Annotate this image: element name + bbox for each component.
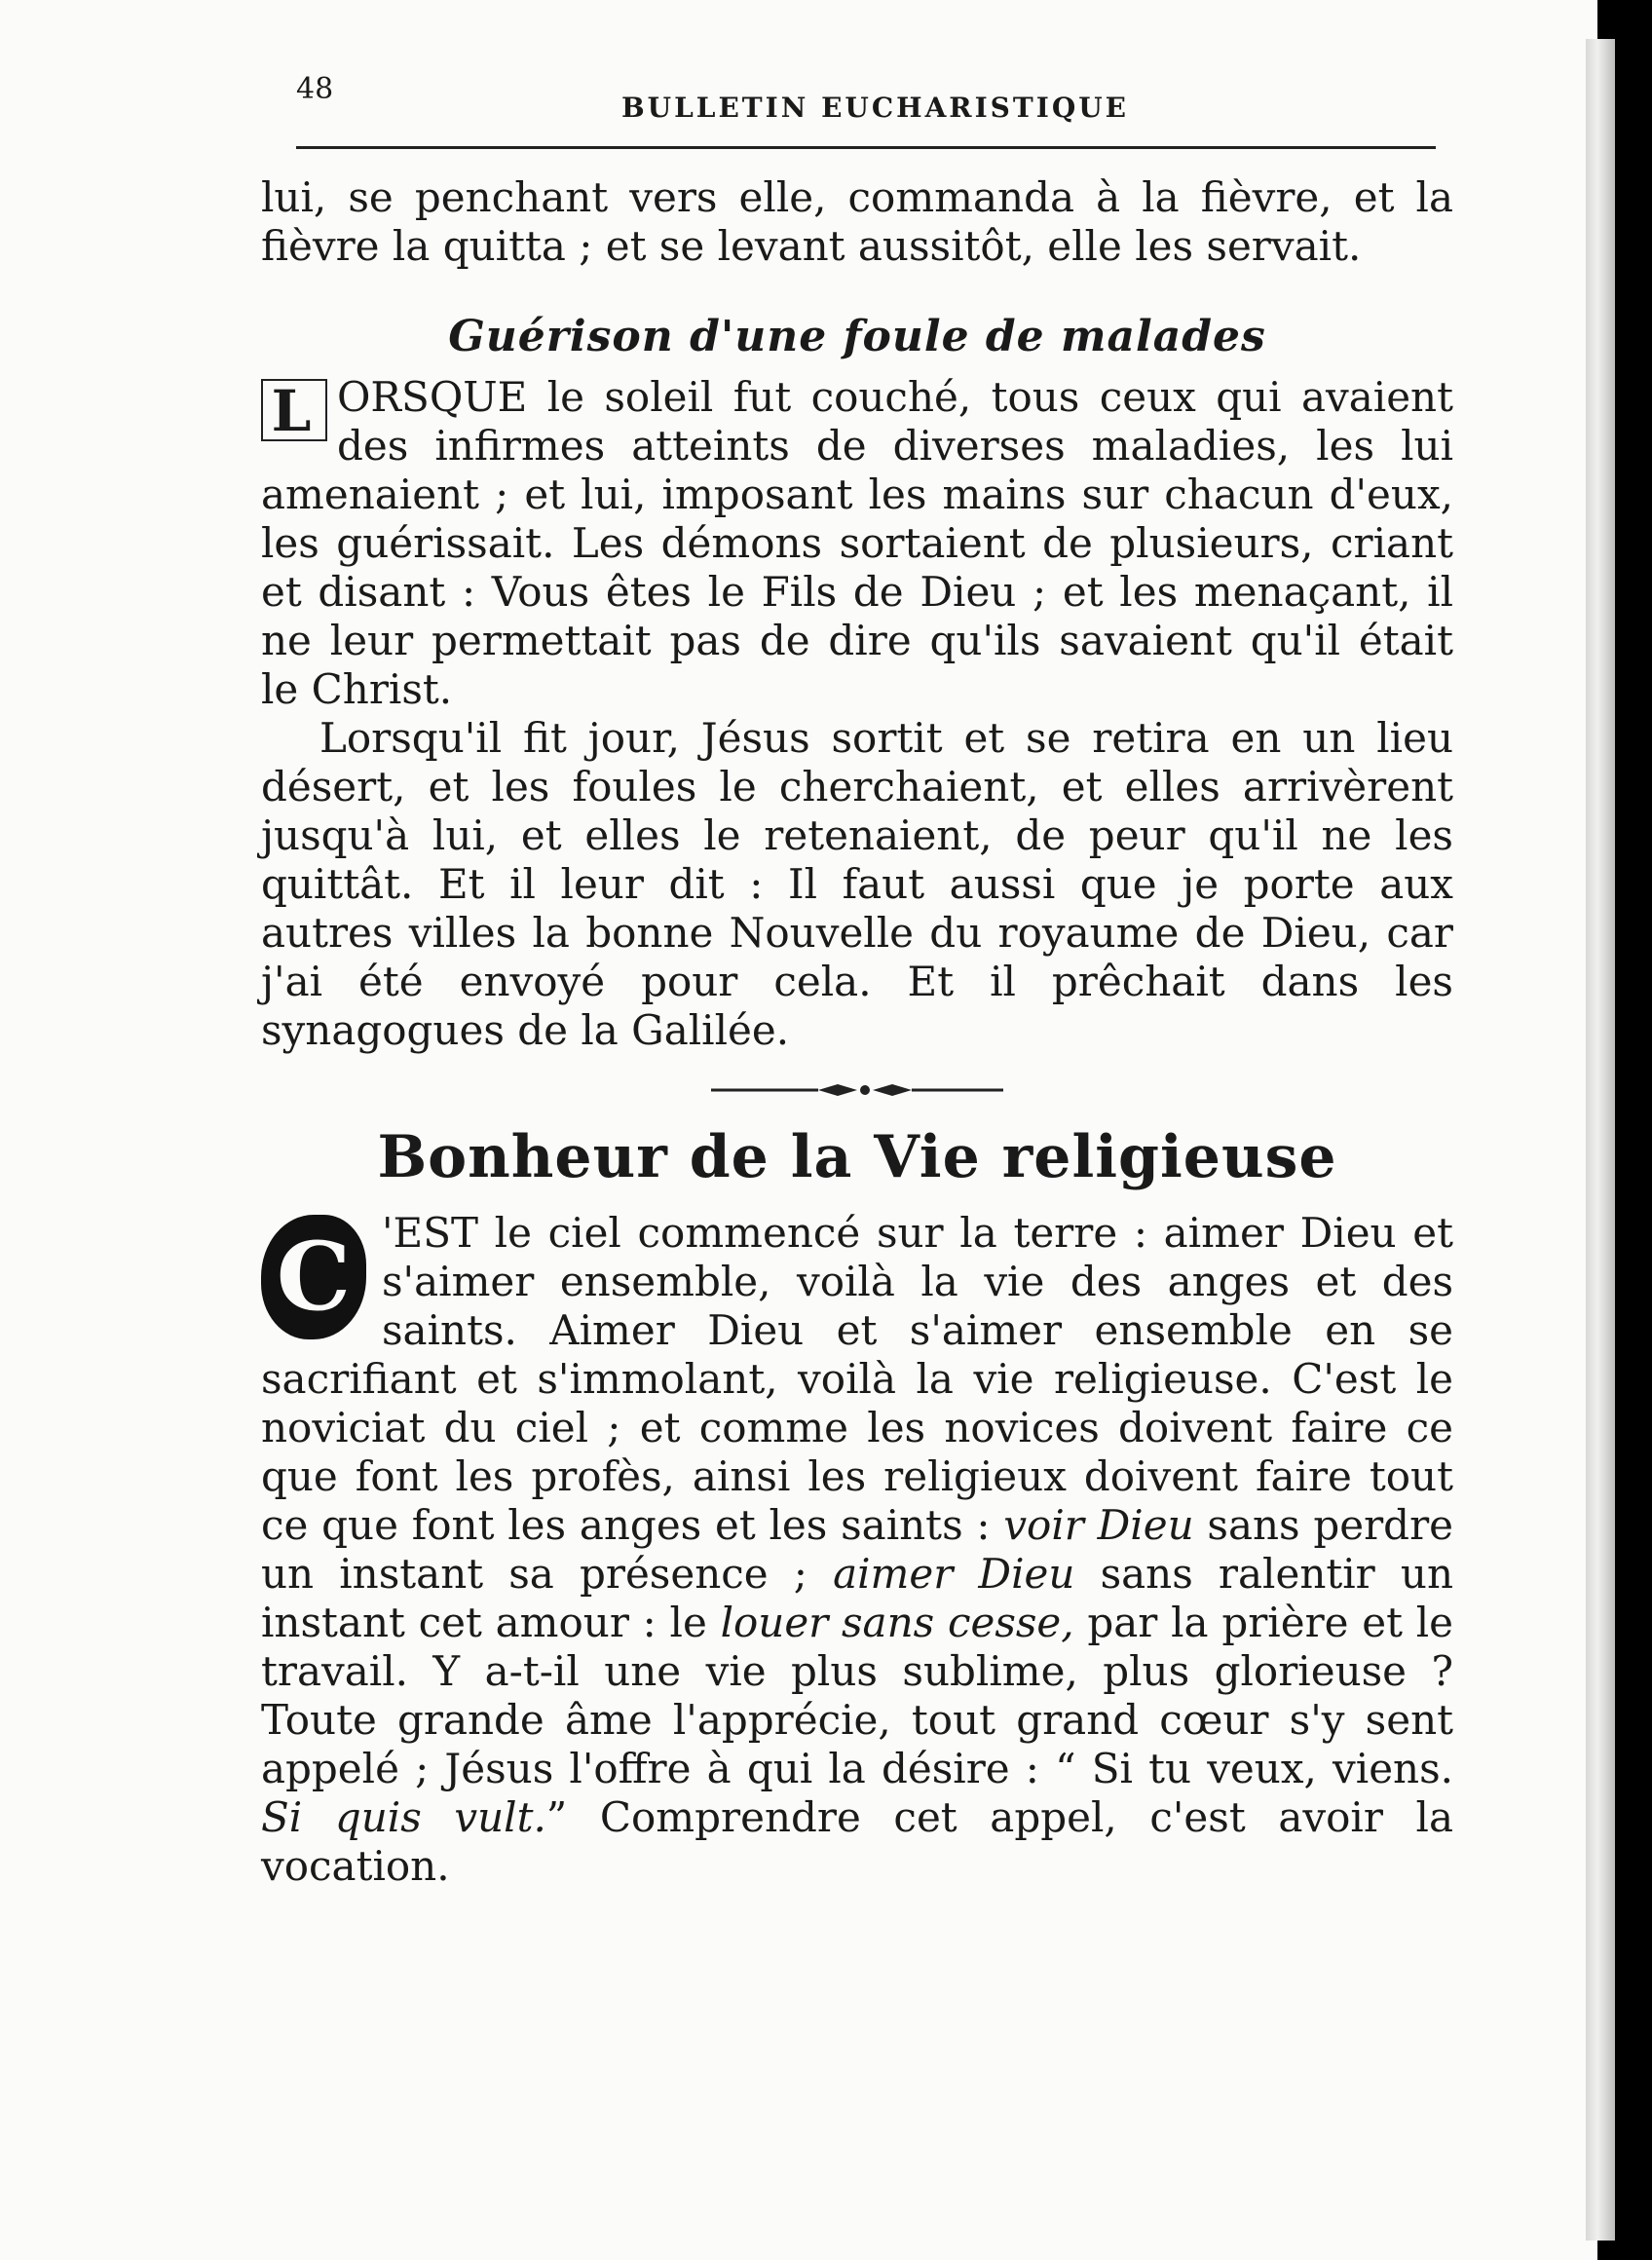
emphasis-aimer-dieu: aimer Dieu [833,1550,1075,1598]
emphasis-si-quis-vult: Si quis vult. [261,1793,546,1841]
drop-cap-c: C [261,1215,366,1339]
body-text-4: par la prière et le travail. Y a-t-il une vie plus sublime, plus glorieuse ? Toute grande âme l'apprécie, tout grand cœur s'y sent appelé ; Jésus l'offre à qui la désire : “ Si tu veux, viens. [261,1599,1454,1792]
article-title: Bonheur de la Vie religieuse [377,1123,1337,1191]
paragraph-lorsque-text: ORSQUE le soleil fut couché, tous ceux qui avaient des infirmes atteints de diverses maladies, les lui amenaient ; et lui, imposant les mains sur chacun d'eux, les guérissait. Les démons sortaient de plusieurs, criant et disant : Vous êtes le Fils de Dieu ; et les menaçant, il ne leur permettait pas de dire qu'ils savaient qu'il était le Christ. [261,373,1453,713]
paragraph-cest [261,1209,1453,1891]
running-title: BULLETIN EUCHARISTIQUE [621,92,1129,124]
drop-cap-l: L [261,379,327,441]
text-column [261,58,1453,1891]
ornamental-divider [711,1078,1003,1102]
book-spine-edge [1586,39,1615,2241]
body-text-5: ” Comprendre cet appel, c'est avoir la vocation. [261,1793,1453,1890]
body-text-1: 'EST le ciel commencé sur la terre : aimer Dieu et s'aimer ensemble, voilà la vie des anges et des saints. Aimer Dieu et s'aimer ensemble en se sacrifiant et s'immolant, voilà la vie religieuse. C'est le noviciat du ciel ; et comme les novices doivent faire ce que font les profès, ainsi les religieux doivent faire tout ce que font les anges et les saints : [261,1209,1453,1549]
paragraph-lorsquil: Lorsqu'il fit jour, Jésus sortit et se retira en un lieu désert, et les foules le cherchaient, et elles arrivèrent jusqu'à lui, et elles le retenaient, de peur qu'il ne les quittât. Et il leur dit : Il faut aussi que je porte aux autres villes la bonne Nouvelle du royaume de Dieu, car j'ai été envoyé pour cela. Et il prêchait dans les synagogues de la Galilée. [261,714,1453,1054]
body-text-3: sans ralentir un instant cet amour : le [261,1550,1453,1646]
header-rule [296,146,1436,149]
continued-paragraph: lui, se penchant vers elle, commanda à la fièvre, et la fièvre la quitta ; et se levant aussitôt, elle les servait. [261,173,1453,270]
emphasis-voir-dieu: voir Dieu [1003,1501,1194,1549]
body-text-2: sans perdre un instant sa présence ; [261,1501,1453,1598]
running-header [261,58,1453,146]
section-heading-guerison: Guérison d'une foule de malades [448,312,1266,361]
paragraph-lorsque [261,373,1453,714]
page-number: 48 [296,72,334,106]
emphasis-louer-sans-cesse: louer sans cesse, [720,1599,1074,1646]
